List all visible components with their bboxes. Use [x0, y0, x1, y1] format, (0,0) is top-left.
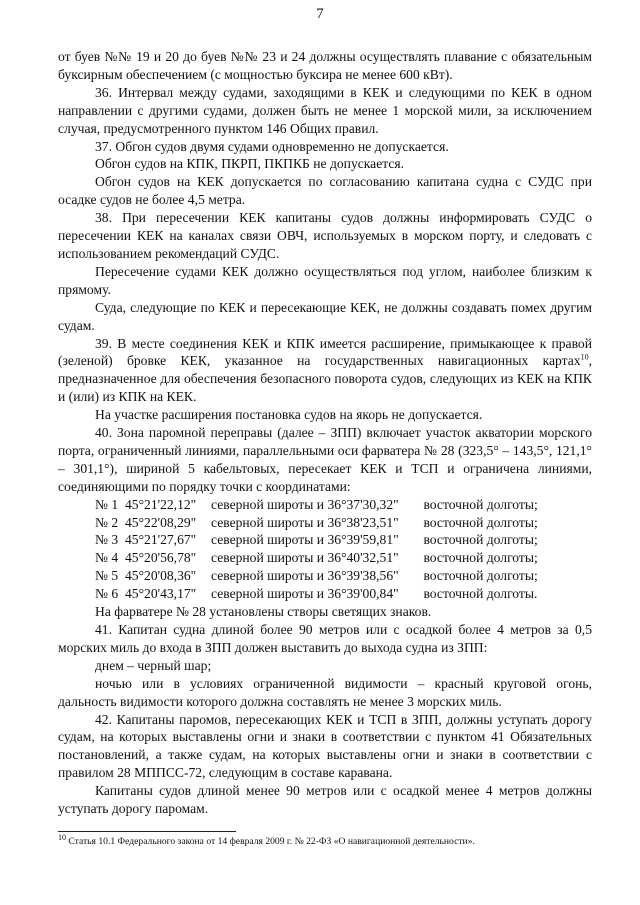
- paragraph: днем – черный шар;: [95, 657, 212, 673]
- paragraph: 42. Капитаны паромов, пересекающих КЕК и ТСП в ЗПП, должны уступать дорогу судам, на которых выставлены огни и знаки в соответствии с пунктом 41 Обязательных постановлений, а также судам, на которых выставлены огни и знаки в соответствии с правилом 28 МППСС-72, следующим в составе каравана.: [58, 711, 592, 781]
- point-number: № 5: [95, 568, 119, 584]
- paragraph: 41. Капитан судна длиной более 90 метров или с осадкой более 4 метров за 0,5 морских миль до входа в ЗПП должен выставить до выхода судна из ЗПП:: [58, 622, 592, 655]
- paragraphs-block-a: [58, 48, 592, 335]
- point-number: № 4: [95, 550, 119, 566]
- longitude: 36°39'59,81": [327, 532, 399, 548]
- paragraphs-block-b: [58, 406, 592, 496]
- longitude-label: восточной долготы;: [423, 496, 538, 512]
- longitude: 36°38'23,51": [327, 514, 399, 530]
- paragraphs-block-c: [58, 603, 592, 818]
- latitude-label: северной широты и: [211, 532, 325, 548]
- coordinate-row: [58, 585, 592, 603]
- paragraph-39-text-a: 39. В месте соединения КЕК и КПК имеется расширение, примыкающее к правой (зеленой) бровке КЕК, указанное на государственных навигационных картах: [58, 335, 592, 369]
- paragraph: ночью или в условиях ограниченной видимости – красный круговой огонь, дальность видимости которого должна составлять не менее 3 морских миль.: [58, 675, 592, 709]
- longitude-label: восточной долготы;: [423, 532, 538, 548]
- longitude-label: восточной долготы.: [423, 586, 538, 602]
- longitude-label: восточной долготы;: [423, 514, 538, 530]
- point-number: № 1: [95, 496, 119, 512]
- longitude-label: восточной долготы;: [423, 568, 538, 584]
- page-number: 7: [316, 6, 324, 22]
- longitude-label: восточной долготы;: [423, 550, 538, 566]
- coordinate-row: [58, 514, 592, 532]
- paragraph-39: [58, 335, 592, 407]
- paragraph: Пересечение судами КЕК должно осуществляться под углом, наиболее близким к прямому.: [58, 263, 592, 297]
- longitude: 36°40'32,51": [327, 550, 399, 566]
- paragraph: Капитаны судов длиной менее 90 метров или с осадкой менее 4 метров должны уступать дорогу паромам.: [58, 783, 592, 817]
- paragraph: Суда, следующие по КЕК и пересекающие КЕК, не должны создавать помех другим судам.: [58, 299, 592, 333]
- coordinate-row: [58, 496, 592, 514]
- latitude: 45°21'27,67": [125, 532, 197, 548]
- longitude: 36°39'00,84": [327, 586, 399, 602]
- footnote-mark: 10: [58, 832, 66, 842]
- paragraph: На участке расширения постановка судов на якорь не допускается.: [95, 407, 483, 423]
- footnote-divider: [58, 831, 236, 832]
- footnote-text: Статья 10.1 Федерального закона от 14 февраля 2009 г. № 22-ФЗ «О навигационной деятельности».: [66, 836, 475, 847]
- latitude: 45°21'22,12": [125, 496, 197, 512]
- latitude-label: северной широты и: [211, 550, 325, 566]
- latitude-label: северной широты и: [211, 586, 325, 602]
- paragraph: Обгон судов на КЕК допускается по согласованию капитана судна с СУДС при осадке судов не более 4,5 метра.: [58, 174, 592, 208]
- point-number: № 6: [95, 586, 119, 602]
- latitude: 45°22'08,29": [125, 514, 197, 530]
- paragraph: 36. Интервал между судами, заходящими в КЕК и следующими по КЕК в одном направлении с другими судами, должен быть не менее 1 морской мили, за исключением случая, предусмотренного пунктом 146 Общих правил.: [58, 84, 592, 136]
- point-number: № 2: [95, 514, 119, 530]
- coordinate-row: [58, 567, 592, 585]
- latitude-label: северной широты и: [211, 568, 325, 584]
- latitude: 45°20'56,78": [125, 550, 197, 566]
- paragraph: 40. Зона паромной переправы (далее – ЗПП) включает участок акватории морского порта, ограниченный линиями, параллельными оси фарватера № 28 (323,5° – 143,5°, 121,1° – 301,1°), шириной 5 кабельтовых, пересекает КЕК и ТСП и ограничена линиями, соединяющими по порядку точки с координатами:: [58, 425, 592, 494]
- paragraph: 38. При пересечении КЕК капитаны судов должны информировать СУДС о пересечении КЕК на каналах связи ОВЧ, используемых в морском порту, и следовать с использованием рекомендаций СУДС.: [58, 210, 592, 261]
- footnote: [58, 832, 592, 848]
- footnote-ref: 10: [580, 352, 589, 362]
- document-body: [58, 48, 592, 818]
- paragraph: от буев №№ 19 и 20 до буев №№ 23 и 24 должны осуществлять плавание с обязательным буксирным обеспечением (с мощностью буксира не менее 600 кВт).: [58, 49, 592, 82]
- longitude: 36°37'30,32": [327, 496, 399, 512]
- coordinates-list: [58, 496, 592, 603]
- paragraph: На фарватере № 28 установлены створы светящих знаков.: [95, 604, 432, 620]
- coordinate-row: [58, 549, 592, 567]
- coordinate-row: [58, 531, 592, 549]
- latitude: 45°20'08,36": [125, 568, 197, 584]
- longitude: 36°39'38,56": [327, 568, 399, 584]
- paragraph: 37. Обгон судов двумя судами одновременно не допускается.: [95, 138, 449, 154]
- latitude-label: северной широты и: [211, 496, 325, 512]
- paragraph-39-text-b: , предназначенное для обеспечения безопасного поворота судов, следующих из КЕК на КПК и (или) из КПК на КЕК.: [58, 353, 592, 405]
- latitude: 45°20'43,17": [125, 586, 197, 602]
- latitude-label: северной широты и: [211, 514, 325, 530]
- paragraph: Обгон судов на КПК, ПКРП, ПКПКБ не допускается.: [95, 156, 405, 172]
- point-number: № 3: [95, 532, 119, 548]
